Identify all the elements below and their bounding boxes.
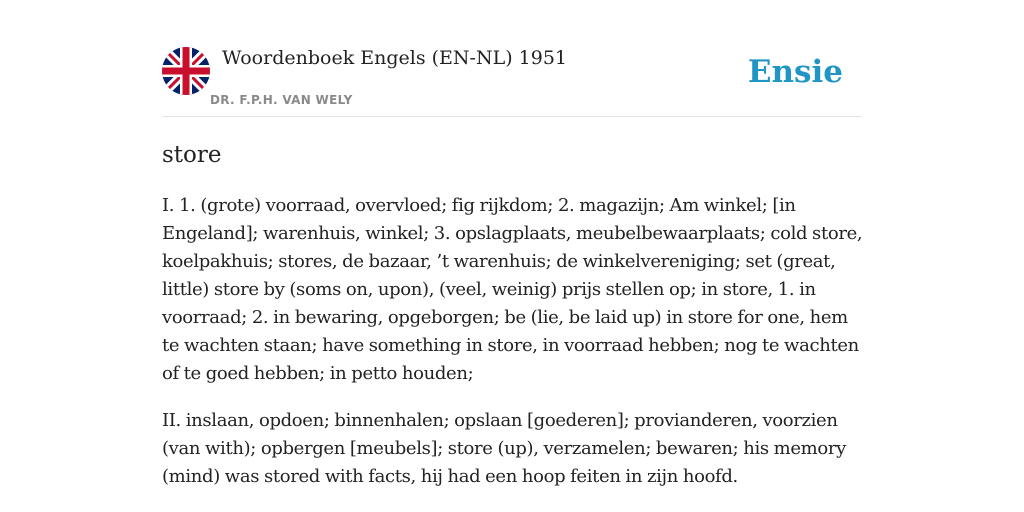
entry-headword: store bbox=[162, 142, 222, 168]
dictionary-header bbox=[162, 46, 862, 117]
uk-flag-icon bbox=[162, 47, 210, 95]
dictionary-author: DR. F.P.H. VAN WELY bbox=[210, 93, 353, 107]
ensie-logo[interactable]: Ensie bbox=[747, 54, 843, 90]
dictionary-title[interactable]: Woordenboek Engels (EN-NL) 1951 bbox=[222, 47, 567, 69]
definition-noun: I. 1. (grote) voorraad, overvloed; fig rijkdom; 2. magazijn; Am winkel; [in Engeland]; warenhuis, winkel; 3. opslagplaats, meubelbewaarplaats; cold store, koelpakhuis; stores, de bazaar, ’t warenhuis; de winkelvereniging; set (great, little) store by (soms on, upon), (veel, weinig) prijs stellen op; in store, 1. in voorraad; 2. in bewaring, opgeborgen; be (lie, be laid up) in store for one, hem te wachten staan; have something in store, in voorraad hebben; nog te wachten of te goed hebben; in petto houden; bbox=[162, 195, 863, 384]
definition-verb: II. inslaan, opdoen; binnenhalen; opslaan [goederen]; provianderen, voorzien (van with); opbergen [meubels]; store (up), verzamelen; bewaren; his memory (mind) was stored with facts, hij had een hoop feiten in zijn hoofd. bbox=[162, 410, 846, 487]
